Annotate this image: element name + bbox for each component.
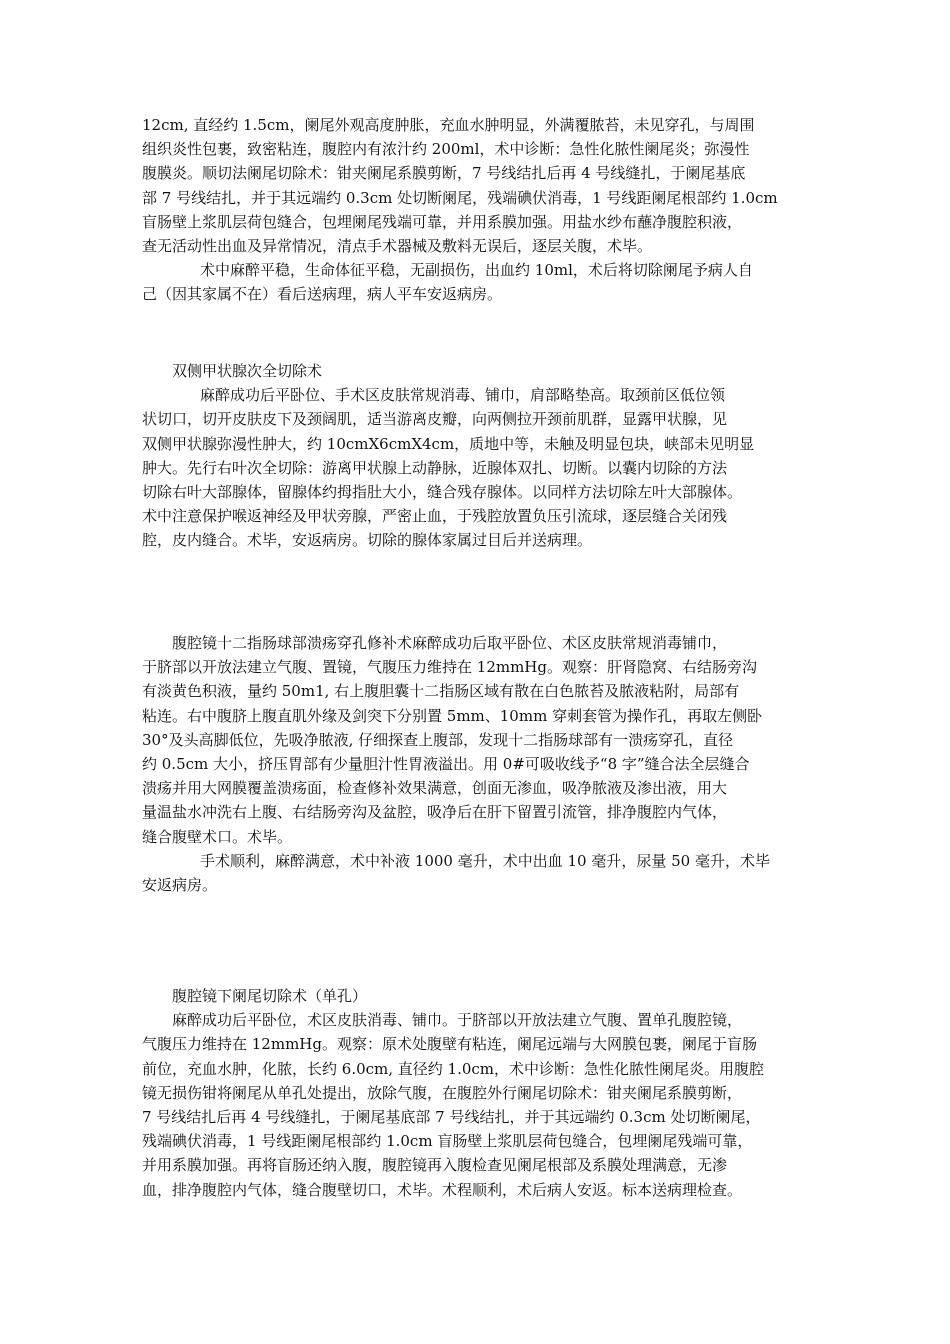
section-title: 腹腔镜下阑尾切除术（单孔） [172,987,368,1005]
section-title: 双侧甲状腺次全切除术 [172,362,323,380]
paragraph-line: 血，排净腹腔内气体，缝合腹壁切口，术毕。术程顺利，术后病人安返。标本送病理检查。 [142,1180,743,1199]
paragraph-line: 腹膜炎。顺切法阑尾切除术：钳夹阑尾系膜剪断，7 号线结扎后再 4 号线缝扎，于阑尾基底 [142,164,746,183]
paragraph-line: 镜无损伤钳将阑尾从单孔处提出，放除气腹，在腹腔外行阑尾切除术：钳夹阑尾系膜剪断， [142,1083,743,1102]
paragraph-line: 盲肠壁上浆肌层荷包缝合，包埋阑尾残端可靠，并用系膜加强。用盐水纱布蘸净腹腔积液， [142,212,743,231]
paragraph-line: 30°及头高脚低位，先吸净脓液, 仔细探查上腹部，发现十二指肠球部有一溃疡穿孔，直径 [142,730,734,749]
paragraph-line: 于脐部以开放法建立气腹、置镜，气腹压力维持在 12mmHg。观察：肝肾隐窝、右结肠旁沟 [142,658,757,677]
paragraph-line: 腔，皮内缝合。术毕，安返病房。切除的腺体家属过目后并送病理。 [142,531,593,550]
duodenal-ulcer-repair-section [142,631,832,897]
paragraph-line: 双侧甲状腺弥漫性肿大，约 10cmX6cmX4cm，质地中等，未触及明显包块，峡部未见明显 [142,434,755,453]
paragraph-line: 手术顺利，麻醉满意，术中补液 1000 毫升，术中出血 10 毫升，尿量 50 毫升，术毕 [200,851,770,870]
paragraph-line: 缝合腹壁术口。术毕。 [142,827,293,846]
paragraph-line: 前位，充血水肿，化脓，长约 6.0cm, 直径约 1.0cm，术中诊断：急性化脓性阑尾炎。用腹腔 [142,1059,765,1078]
paragraph-line: 安返病房。 [142,875,218,894]
paragraph-line: 12cm, 直经约 1.5cm，阑尾外观高度肿胀，充血水肿明显，外满覆脓苔，未见穿孔，与周围 [142,116,755,134]
paragraph-line: 麻醉成功后平卧位、手术区皮肤常规消毒、铺巾，肩部略垫高。取颈前区低位领 [200,386,726,405]
paragraph-line: 残端碘伏消毒，1 号线距阑尾根部约 1.0cm 盲肠壁上浆肌层荷包缝合，包埋阑尾残端可靠， [142,1132,753,1151]
paragraph-line: 粘连。右中腹脐上腹直肌外缘及剑突下分别置 5mm、10mm 穿刺套管为操作孔，再取左侧卧 [142,706,763,725]
paragraph-line: 术中麻醉平稳，生命体征平稳，无副损伤，出血约 10ml，术后将切除阑尾予病人自 [200,261,753,280]
paragraph-line: 溃疡并用大网膜覆盖溃疡面，检查修补效果满意，创面无渗血，吸净脓液及渗出液，用大 [142,779,728,798]
paragraph-line: 肿大。先行右叶次全切除：游离甲状腺上动静脉，近腺体双扎、切断。以囊内切除的方法 [142,458,728,477]
paragraph-line: 气腹压力维持在 12mmHg。观察：原术处腹壁有粘连，阑尾远端与大网膜包裹，阑尾于盲肠 [142,1035,757,1054]
paragraph-line: 查无活动性出血及异常情况，清点手术器械及敷料无误后，逐层关腹，术毕。 [142,236,653,255]
paragraph-line: 约 0.5cm 大小，挤压胃部有少量胆汁性胃液溢出。用 0#可吸收线予“8 字”缝合法全层缝合 [142,754,750,773]
paragraph-line: 有淡黄色积液，量约 50m1, 右上腹胆囊十二指肠区域有散在白色脓苔及脓液粘附，局部有 [142,682,740,701]
paragraph-line: 状切口，切开皮肤皮下及颈阔肌，适当游离皮瓣，向两侧拉开颈前肌群，显露甲状腺，见 [142,410,728,429]
paragraph-line: 麻醉成功后平卧位，术区皮肤消毒、铺巾。于脐部以开放法建立气腹、置单孔腹腔镜， [172,1011,743,1030]
paragraph-line: 量温盐水冲洗右上腹、右结肠旁沟及盆腔，吸净后在肝下留置引流管，排净腹腔内气体， [142,803,728,822]
paragraph-line: 组织炎性包裹，致密粘连，腹腔内有浓汁约 200ml，术中诊断：急性化脓性阑尾炎；弥漫性 [142,140,750,159]
paragraph-line: 切除右叶大部腺体，留腺体约拇指肚大小，缝合残存腺体。以同样方法切除左叶大部腺体。 [142,482,743,501]
paragraph-line: 己（因其家属不在）看后送病理，病人平车安返病房。 [142,285,503,304]
paragraph-line: 7 号线结扎后再 4 号线缝扎，于阑尾基底部 7 号线结扎，并于其远端约 0.3cm 处切断阑尾， [142,1107,761,1126]
thyroidectomy-section [142,359,832,553]
paragraph-line: 部 7 号线结扎，并于其远端约 0.3cm 处切断阑尾，残端碘伏消毒，1 号线距阑尾根部约 1.0cm [142,188,778,207]
single-port-appendectomy-section [142,984,832,1202]
paragraph-line: 术中注意保护喉返神经及甲状旁腺，严密止血，于残腔放置负压引流球，逐层缝合关闭残 [142,507,728,526]
paragraph-line: 腹腔镜十二指肠球部溃疡穿孔修补术麻醉成功后取平卧位、术区皮肤常规消毒铺巾， [172,634,728,652]
paragraph-line: 并用系膜加强。再将盲肠还纳入腹，腹腔镜再入腹检查见阑尾根部及系膜处理满意，无渗 [142,1156,728,1175]
appendectomy-continuation [142,113,832,307]
